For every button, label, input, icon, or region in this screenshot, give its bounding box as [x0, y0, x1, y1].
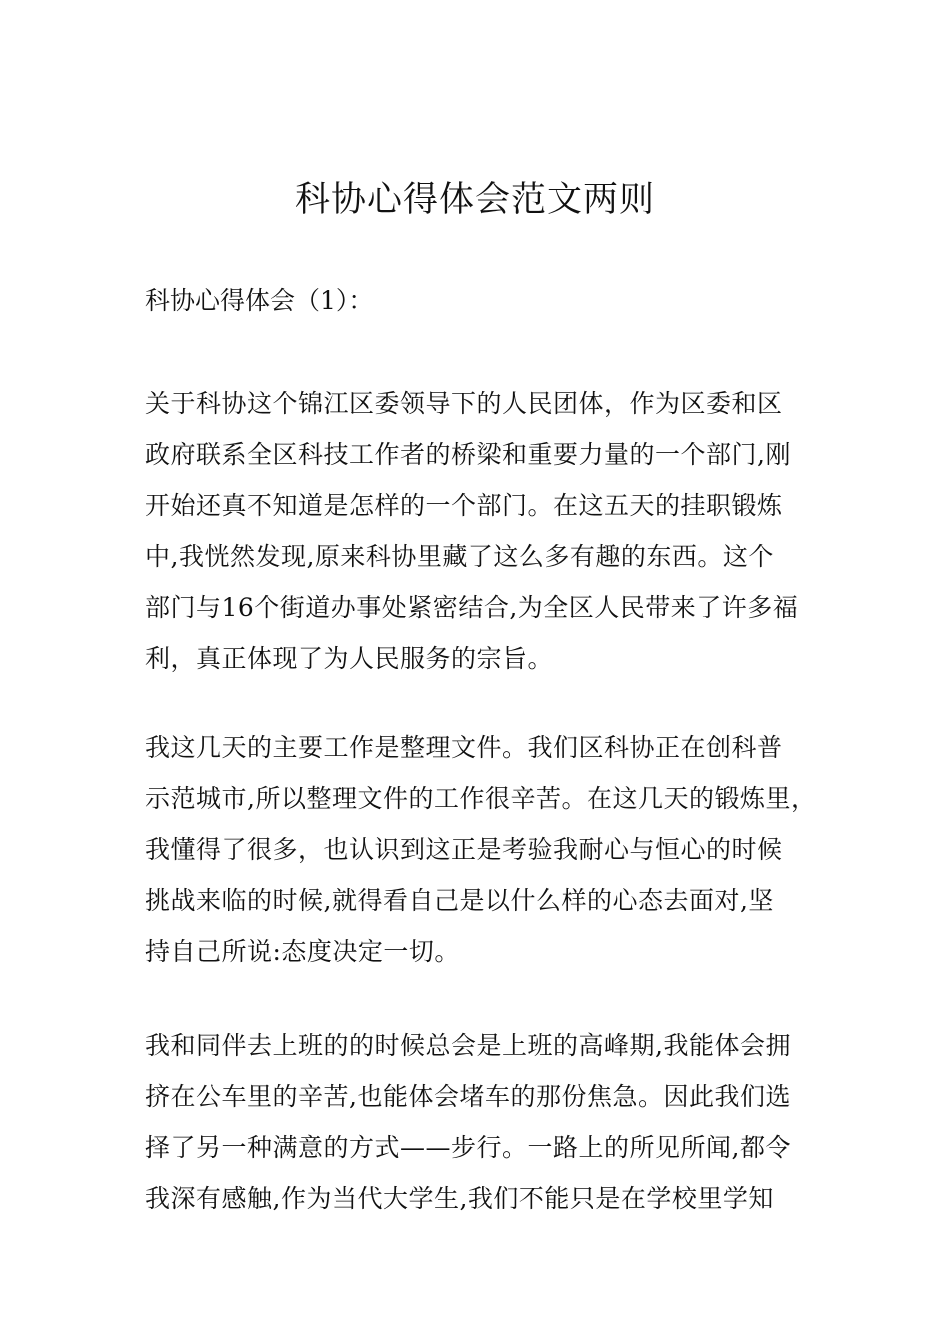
paragraph-line: 我懂得了很多，也认识到这正是考验我耐心与恒心的时候	[145, 835, 783, 864]
paragraph-1	[145, 378, 815, 684]
paragraph-line: 择了另一种满意的方式——步行。一路上的所见所闻,都令	[145, 1133, 791, 1162]
paragraph-line: 政府联系全区科技工作者的桥梁和重要力量的一个部门,刚	[145, 440, 791, 469]
paragraph-2	[145, 722, 815, 977]
paragraph-line: 利，真正体现了为人民服务的宗旨。	[145, 644, 554, 673]
paragraph-line: 挤在公车里的辛苦,也能体会堵车的那份焦急。因此我们选	[145, 1082, 791, 1111]
paragraph-line: 持自己所说:态度决定一切。	[145, 937, 460, 966]
paragraph-line: 开始还真不知道是怎样的一个部门。在这五天的挂职锻炼	[145, 491, 783, 520]
paragraph-line: 关于科协这个锦江区委领导下的人民团体，作为区委和区	[145, 389, 783, 418]
paragraph-line: 挑战来临的时候,就得看自己是以什么样的心态去面对,坚	[145, 886, 774, 915]
document-title: 科协心得体会范文两则	[294, 180, 655, 220]
paragraph-line: 中,我恍然发现,原来科协里藏了这么多有趣的东西。这个	[145, 542, 774, 571]
paragraph-line: 我和同伴去上班的的时候总会是上班的高峰期,我能体会拥	[145, 1031, 791, 1060]
paragraph-line: 部门与16个街道办事处紧密结合,为全区人民带来了许多福	[145, 593, 799, 622]
paragraph-line: 示范城市,所以整理文件的工作很辛苦。在这几天的锻炼里，	[145, 784, 817, 813]
paragraph-3	[145, 1020, 815, 1224]
paragraph-line: 我这几天的主要工作是整理文件。我们区科协正在创科普	[145, 733, 783, 762]
paragraph-line: 我深有感触,作为当代大学生,我们不能只是在学校里学知	[145, 1184, 774, 1213]
section-heading: 科协心得体会（1）：	[145, 286, 374, 315]
